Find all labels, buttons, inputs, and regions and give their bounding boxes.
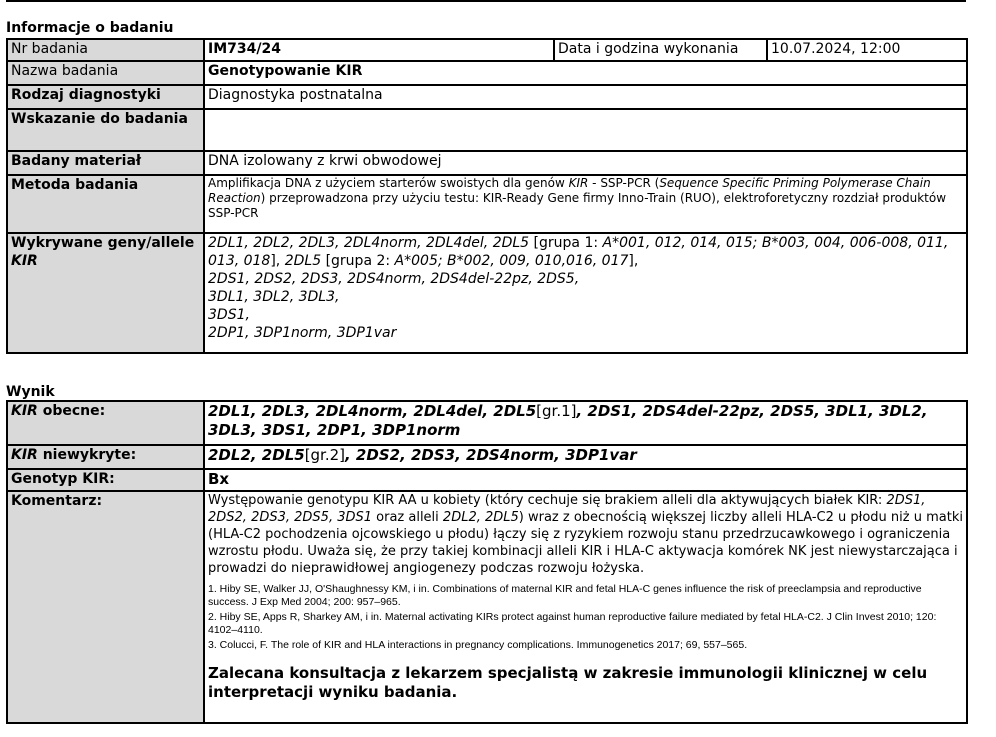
- exam-name-label: Nazwa badania: [7, 61, 204, 85]
- comment-value: [204, 491, 967, 723]
- exam-date-label: Data i godzina wykonania: [554, 39, 767, 61]
- diagnostic-type-value: Diagnostyka postnatalna: [204, 85, 967, 109]
- kir-present-label: KIR obecne:: [7, 401, 204, 445]
- exam-date-value: 10.07.2024, 12:00: [767, 39, 967, 61]
- reference-1: 1. Hiby SE, Walker JJ, O'Shaughnessy KM, i in. Combinations of maternal KIR and fetal HLA-C genes influence the risk of preeclampsia and reproductive success. J Exp Med 2004; 200: 957–965.: [208, 583, 922, 608]
- detected-genes-label: Wykrywane geny/allele KIR: [7, 233, 204, 353]
- kir-absent-value: 2DL2, 2DL5[gr.2], 2DS2, 2DS3, 2DS4norm, 3DP1var: [204, 445, 967, 469]
- kir-absent-label: KIR niewykryte:: [7, 445, 204, 469]
- method-label: Metoda badania: [7, 175, 204, 233]
- exam-number-label: Nr badania: [7, 39, 204, 61]
- material-value: DNA izolowany z krwi obwodowej: [204, 151, 967, 175]
- exam-name-value: Genotypowanie KIR: [204, 61, 967, 85]
- method-value: Amplifikacja DNA z użyciem starterów swoistych dla genów KIR - SSP-PCR (Sequence Specific Priming Polymerase Chain Reaction) przeprowadzona przy użyciu testu: KIR-Ready Gene firmy Inno-Train (RUO), elektroforetyczny rozdział produktów SSP-PCR: [204, 175, 967, 233]
- section-title-info: Informacje o badaniu: [6, 20, 174, 36]
- top-rule: [6, 0, 966, 2]
- genotype-value: Bx: [204, 469, 967, 491]
- reference-3: 3. Colucci, F. The role of KIR and HLA interactions in pregnancy complications. Immunogenetics 2017; 69, 557–565.: [208, 639, 748, 651]
- info-table: [6, 38, 968, 354]
- result-table: [6, 400, 968, 724]
- material-label: Badany materiał: [7, 151, 204, 175]
- section-title-result: Wynik: [6, 384, 55, 400]
- indication-value: [204, 109, 967, 151]
- comment-text: Występowanie genotypu KIR AA u kobiety (który cechuje się brakiem alleli dla aktywujących białek KIR: 2DS1, 2DS2, 2DS3, 2DS5, 3DS1 oraz alleli 2DL2, 2DL5) wraz z obecnością większej liczby alleli HLA-C2 u płodu niż u matki (HLA-C2 pochodzenia ojcowskiego u płodu) łączy się z ryzykiem rozwoju stanu przedrzucawkowego i ograniczenia wzrostu płodu. Uważa się, że przy takiej kombinacji alleli KIR i HLA-C aktywacja komórek NK jest niewystarczająca i prowadzi do nieprawidłowej angiogenezy podczas rozwoju łożyska.: [208, 493, 963, 576]
- kir-present-value: 2DL1, 2DL3, 2DL4norm, 2DL4del, 2DL5[gr.1], 2DS1, 2DS4del-22pz, 2DS5, 3DL1, 3DL2, 3DL3, 3DS1, 2DP1, 3DP1norm: [204, 401, 967, 445]
- detected-genes-value: 2DL1, 2DL2, 2DL3, 2DL4norm, 2DL4del, 2DL5 [grupa 1: A*001, 012, 014, 015; B*003, 004, 006-008, 011, 013, 018], 2DL5 [grupa 2: A*005; B*002, 009, 010,016, 017], 2DS1, 2DS2, 2DS3, 2DS4norm, 2DS4del-22pz, 2DS5, 3DL1, 3DL2, 3DL3, 3DS1, 2DP1, 3DP1norm, 3DP1var: [204, 233, 967, 353]
- exam-number-value: IM734/24: [204, 39, 554, 61]
- genotype-label: Genotyp KIR:: [7, 469, 204, 491]
- recommendation: Zalecana konsultacja z lekarzem specjalistą w zakresie immunologii klinicznej w celu interpretacji wyniku badania.: [208, 664, 928, 701]
- reference-2: 2. Hiby SE, Apps R, Sharkey AM, i in. Maternal activating KIRs protect against human reproductive failure mediated by fetal HLA-C2. J Clin Invest 2010; 120: 4102–4110.: [208, 611, 937, 636]
- indication-label: Wskazanie do badania: [7, 109, 204, 151]
- comment-label: Komentarz:: [7, 491, 204, 723]
- diagnostic-type-label: Rodzaj diagnostyki: [7, 85, 204, 109]
